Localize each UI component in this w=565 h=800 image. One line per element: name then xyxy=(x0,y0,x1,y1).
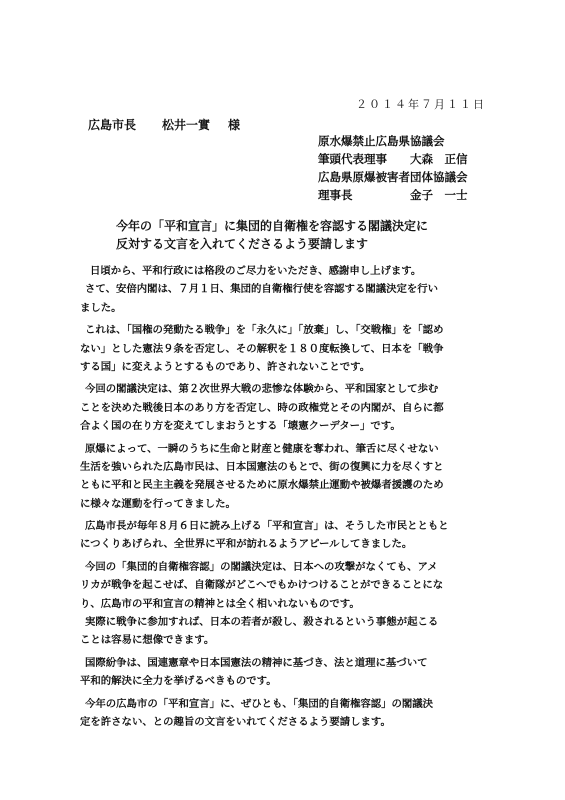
body-line: 原爆によって、一瞬のうちに生命と財産と健康を奪われ、筆舌に尽くせない xyxy=(85,442,439,455)
paragraph-1 xyxy=(80,262,500,317)
body-line: 定を許さない、との趣旨の文言をいれてくださるよう要請します。 xyxy=(80,715,391,728)
paragraph-8 xyxy=(80,654,500,691)
body-line: ともに平和と民主主義を発展させるために原水爆禁止運動や被爆者援護のため xyxy=(80,479,444,492)
paragraph-3 xyxy=(80,380,500,435)
addressee-title: 広島市長 xyxy=(88,118,137,132)
body-line: 実際に戦争に参加すれば、日本の若者が殺し、殺されるという事態が起こる xyxy=(85,616,439,629)
body-line: 今回の閣議決定は、第２次世界大戦の悲惨な体験から、平和国家として歩む xyxy=(85,383,439,396)
body-line: リカが戦争を起こせば、自衛隊がどこへでもかけつけることができることにな xyxy=(80,579,444,592)
body-line: 平和的解決に全力を挙げるべきものです。 xyxy=(80,675,277,688)
body-line: 日頃から、平和行政には格段のご尽力をいただき、感謝申し上げます。 xyxy=(90,265,422,277)
paragraph-7 xyxy=(80,613,500,650)
body-line: 今回の「集団的自衛権容認」の閣議決定は、日本への攻撃がなくても、アメ xyxy=(85,560,438,573)
sender-role-1: 筆頭代表理事 xyxy=(318,152,387,166)
body-line: これは、「国権の発動たる戦争」を「永久に」「放棄」し、「交戦権」を「認め xyxy=(85,324,444,337)
body-line: 広島市長が毎年８月６日に読み上げる「平和宣言」は、そうした市民とともと xyxy=(85,520,449,533)
sender-org-1: 原水爆禁止広島県協議会 xyxy=(318,134,445,148)
paragraph-2 xyxy=(80,321,500,376)
letter-body xyxy=(80,262,500,731)
body-line: ことを決めた戦後日本のあり方を否定し、時の政権党とその内閣が、自らに都 xyxy=(80,401,444,414)
subject-line-1: 今年の「平和宣言」に集団的自衛権を容認する閣議決定に xyxy=(116,219,429,233)
body-line: り、広島市の平和宣言の精神とは全く相いれないものです。 xyxy=(80,597,360,610)
sender-block xyxy=(318,132,468,204)
body-line: 生活を強いられた広島市民は、日本国憲法のもとで、街の復興に力を尽くすと xyxy=(80,460,444,473)
body-line: 国際紛争は、国連憲章や日本国憲法の精神に基づき、法と道理に基づいて xyxy=(85,656,428,669)
letter-subject xyxy=(116,217,428,253)
body-line: ことは容易に想像できます。 xyxy=(80,634,215,647)
body-line: する国」に変えようとするものであり、許されないことです。 xyxy=(80,360,371,373)
subject-line-2: 反対する文言を入れてくださるよう要請します xyxy=(116,237,369,251)
sender-row-1 xyxy=(318,150,468,168)
sender-org-2: 広島県原爆被害者団体協議会 xyxy=(318,170,468,184)
paragraph-5 xyxy=(80,517,500,554)
body-line: ない」とした憲法９条を否定し、その解釈を１８０度転換して、日本を「戦争 xyxy=(80,342,444,355)
paragraph-9 xyxy=(80,695,500,732)
paragraph-4 xyxy=(80,440,500,514)
addressee xyxy=(88,116,240,133)
sender-person-2: 金子 一士 xyxy=(410,188,468,202)
sender-person-1: 大森 正信 xyxy=(410,152,468,166)
body-line: 今年の広島市の「平和宣言」に、ぜひとも、「集団的自衛権容認」の閣議決 xyxy=(85,697,434,710)
addressee-name: 松井一實 xyxy=(162,118,211,132)
sender-role-2: 理事長 xyxy=(318,188,353,202)
body-line: さて、安倍内閣は、７月１日、集団的自衛権行使を容認する閣議決定を行い xyxy=(85,283,439,296)
body-line: につくりあげられ、全世界に平和が訪れるようアピールしてきました。 xyxy=(80,538,413,551)
letter-date: ２０１４年７月１１日 xyxy=(356,98,486,111)
body-line: 合よく国の在り方を変えてしまおうとする「壊憲クーデター」です。 xyxy=(80,420,401,433)
body-line: ました。 xyxy=(80,301,122,314)
addressee-honorific: 様 xyxy=(228,118,241,132)
paragraph-6 xyxy=(80,558,500,613)
body-line: に様々な運動を行ってきました。 xyxy=(80,497,236,510)
sender-row-2 xyxy=(318,186,468,204)
